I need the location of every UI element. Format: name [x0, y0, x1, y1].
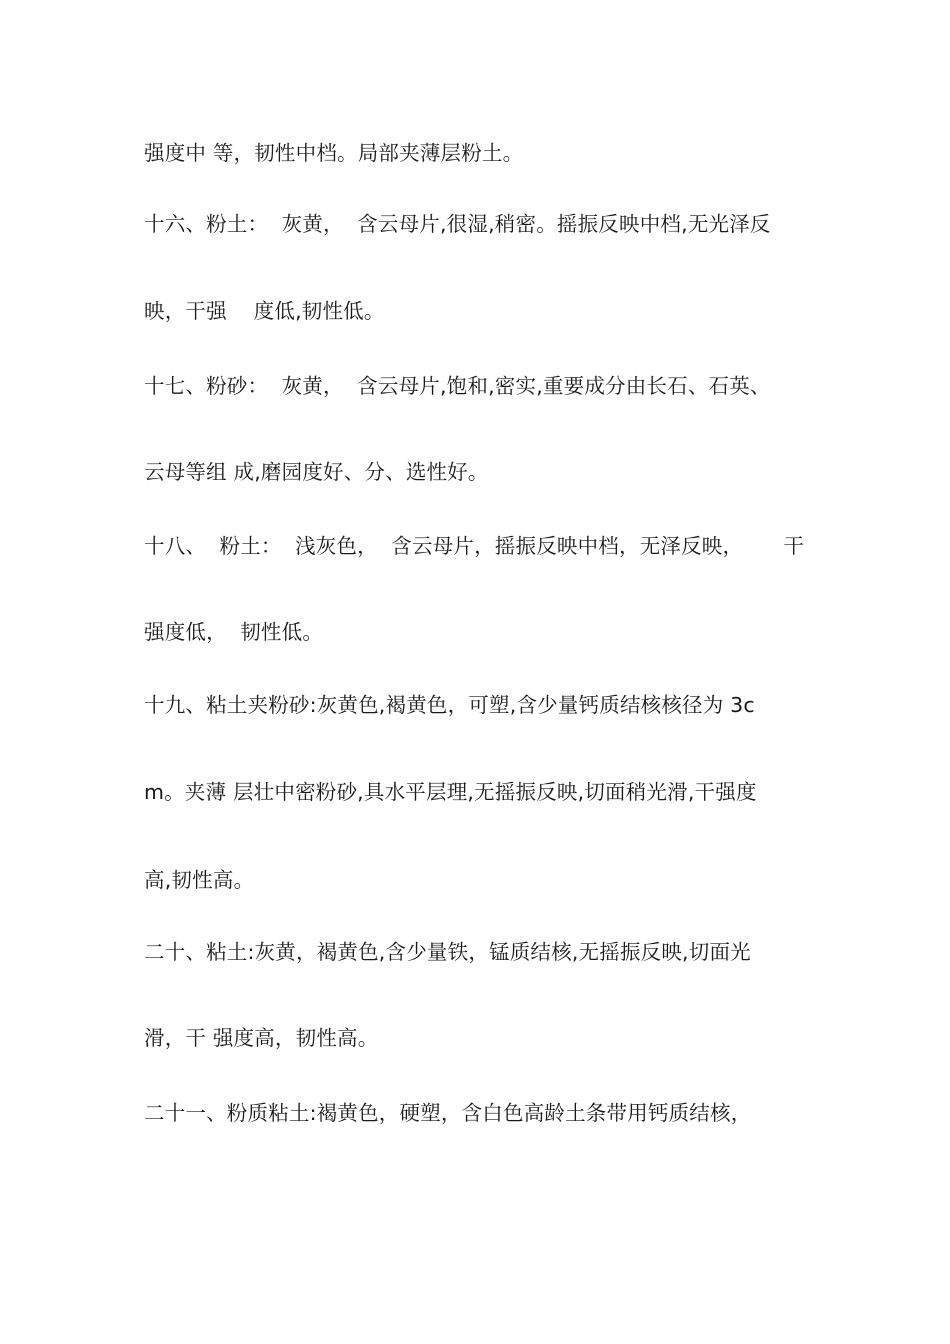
text-line-6: 十八、 粉土： 浅灰色， 含云母片，摇振反映中档，无泽反映， 干 [144, 534, 805, 558]
text-line-4: 十七、粉砂： 灰黄， 含云母片,饱和,密实,重要成分由长石、石英、 [144, 374, 771, 398]
text-line-1: 强度中 等，韧性中档。局部夹薄层粉土。 [144, 141, 524, 165]
text-line-12: 滑，干 强度高，韧性高。 [144, 1026, 379, 1050]
text-line-11: 二十、粘土:灰黄，褐黄色,含少量铁，锰质结核,无摇振反映,切面光 [144, 940, 751, 964]
text-line-13: 二十一、粉质粘土:褐黄色，硬塑，含白色高龄土条带用钙质结核， [144, 1101, 752, 1125]
text-line-7: 强度低， 韧性低。 [144, 620, 324, 644]
text-line-8: 十九、粘土夹粉砂:灰黄色,褐黄色，可塑,含少量钙质结核核径为 3c [144, 693, 755, 717]
text-line-9: m。夹薄 层壮中密粉砂,具水平层理,无摇振反映,切面稍光滑,干强度 [144, 780, 757, 804]
text-line-5: 云母等组 成,磨园度好、分、选性好。 [144, 460, 489, 484]
text-line-2: 十六、粉土： 灰黄， 含云母片,很湿,稍密。摇振反映中档,无光泽反 [144, 212, 771, 236]
text-line-3: 映，干强 度低,韧性低。 [144, 299, 385, 323]
text-line-10: 高,韧性高。 [144, 868, 255, 892]
